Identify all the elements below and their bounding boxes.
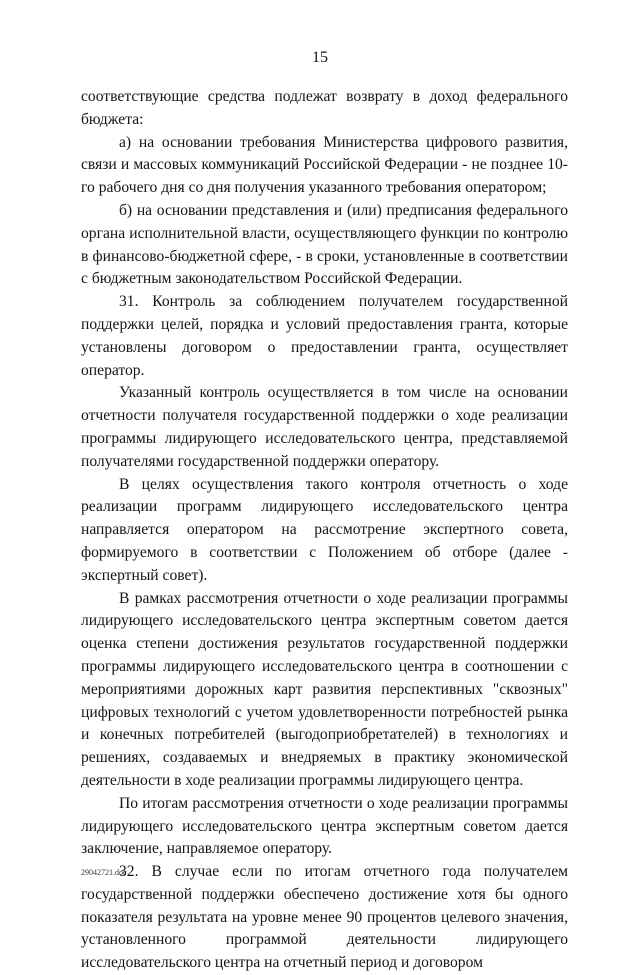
paragraph-expert-council: В целях осуществления такого контроля отчетность о ходе реализации программ лидирующего исследовательского центра направляется оператором на рассмотрение экспертного совета, формируемого в соответствии с Положением об отборе (далее - экспертный совет). xyxy=(81,475,568,584)
document-body xyxy=(81,86,568,975)
page-number: 15 xyxy=(312,49,328,66)
paragraph-continuation: соответствующие средства подлежат возврату в доход федерального бюджета: xyxy=(81,88,568,128)
document-footer-filename: 29042721.doc xyxy=(81,868,127,877)
paragraph-control-basis: Указанный контроль осуществляется в том числе на основании отчетности получателя государственной поддержки о ходе реализации программы лидирующего исследовательского центра, представляемой получателями государственной поддержки оператору. xyxy=(81,384,568,470)
paragraph-assessment: В рамках рассмотрения отчетности о ходе реализации программы лидирующего исследовательского центра экспертным советом дается оценка степени достижения результатов государственной поддержки программы лидирующего исследовательского центра в соотношении с мероприятиями дорожных карт развития перспективных "сквозных" цифровых технологий с учетом удовлетворенности потребностей рынка и конечных потребителей (выгодоприобретателей) в технологиях и решениях, создаваемых и внедряемых в практику экономической деятельности в ходе реализации программы лидирующего центра. xyxy=(81,589,568,789)
paragraph-clause-32: 32. В случае если по итогам отчетного года получателем государственной поддержки обеспечено достижение хотя бы одного показателя результата на уровне менее 90 процентов целевого значения, установленного программой деятельности лидирующего исследовательского центра на отчетный период и договором xyxy=(81,863,568,972)
paragraph-conclusion: По итогам рассмотрения отчетности о ходе реализации программы лидирующего исследовательского центра экспертным советом дается заключение, направляемое оператору. xyxy=(81,794,568,858)
paragraph-clause-31: 31. Контроль за соблюдением получателем государственной поддержки целей, порядка и условий предоставления гранта, которые установлены договором о предоставлении гранта, осуществляет оператор. xyxy=(81,293,568,379)
paragraph-item-a: а) на основании требования Министерства цифрового развития, связи и массовых коммуникаций Российской Федерации - не позднее 10-го рабочего дня со дня получения указанного требования оператором; xyxy=(81,133,568,197)
paragraph-item-b: б) на основании представления и (или) предписания федерального органа исполнительной власти, осуществляющего функции по контролю в финансово-бюджетной сфере, - в сроки, установленные в соответствии с бюджетным законодательством Российской Федерации. xyxy=(81,201,568,288)
